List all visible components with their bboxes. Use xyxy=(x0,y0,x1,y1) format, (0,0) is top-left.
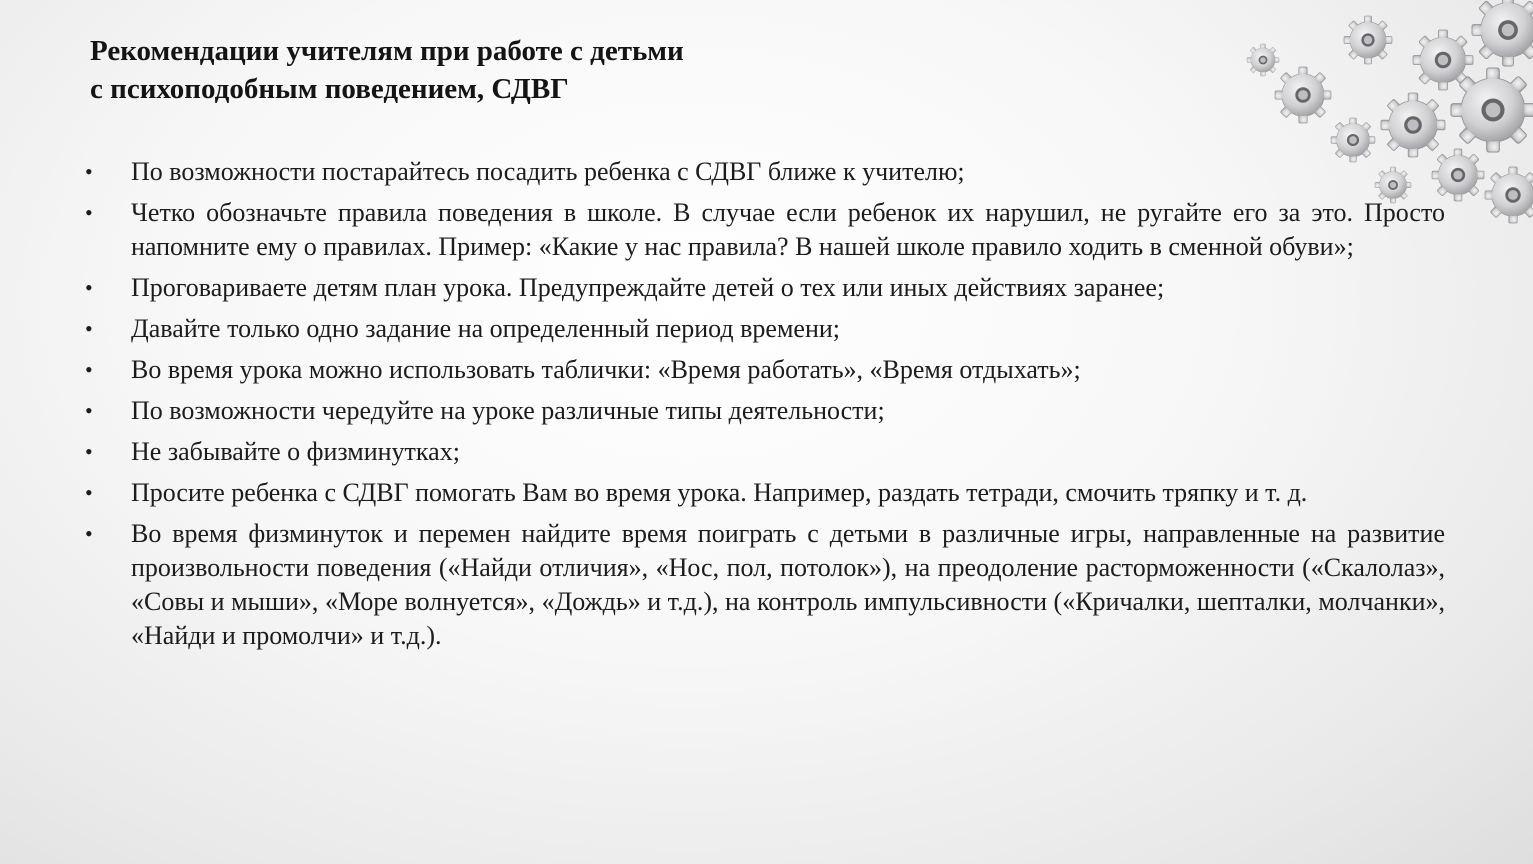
list-item xyxy=(85,394,1445,428)
list-item-text: Во время физминуток и перемен найдите время поиграть с детьми в различные игры, направленные на развитие произвольности поведения («Найди отличия», «Нос, пол, потолок»), на преодоление расторможенности («Скалолаз», «Совы и мыши», «Море волнуется», «Дождь» и т.д.), на контроль импульсивности («Кричалки, шепталки, молчанки», «Найди и промолчи» и т.д.). xyxy=(131,519,1445,650)
list-item xyxy=(85,155,1445,189)
bullet-icon: • xyxy=(85,480,93,505)
list-item xyxy=(85,476,1445,510)
bullet-icon: • xyxy=(85,439,93,464)
bullet-icon: • xyxy=(85,521,93,546)
list-item xyxy=(85,353,1445,387)
list-item-text: Просите ребенка с СДВГ помогать Вам во время урока. Например, раздать тетради, смочить тряпку и т. д. xyxy=(131,478,1308,507)
slide-title xyxy=(90,32,1190,108)
bullet-icon: • xyxy=(85,398,93,423)
list-item-text: Четко обозначьте правила поведения в школе. В случае если ребенок их нарушил, не ругайте его за это. Просто напомните ему о правилах. Пример: «Какие у нас правила? В нашей школе правило ходить в сменной обуви»; xyxy=(131,198,1445,261)
bullet-icon: • xyxy=(85,275,93,300)
bullet-icon: • xyxy=(85,357,93,382)
list-item xyxy=(85,196,1445,264)
bullet-icon: • xyxy=(85,316,93,341)
list-item xyxy=(85,312,1445,346)
recommendations-list xyxy=(85,155,1445,660)
list-item-text: По возможности постарайтесь посадить ребенка с СДВГ ближе к учителю; xyxy=(131,157,965,186)
list-item xyxy=(85,435,1445,469)
title-line-1: Рекомендации учителям при работе с детьми xyxy=(90,35,684,67)
bullet-icon: • xyxy=(85,159,93,184)
list-item xyxy=(85,271,1445,305)
list-item-text: По возможности чередуйте на уроке различные типы деятельности; xyxy=(131,396,885,425)
list-item-text: Проговариваете детям план урока. Предупреждайте детей о тех или иных действиях заранее; xyxy=(131,273,1165,302)
list-item-text: Во время урока можно использовать таблички: «Время работать», «Время отдыхать»; xyxy=(131,355,1081,384)
bullet-icon: • xyxy=(85,200,93,225)
list-item xyxy=(85,517,1445,653)
title-line-2: с психоподобным поведением, СДВГ xyxy=(90,73,569,105)
list-item-text: Не забывайте о физминутках; xyxy=(131,437,460,466)
list-item-text: Давайте только одно задание на определенный период времени; xyxy=(131,314,840,343)
